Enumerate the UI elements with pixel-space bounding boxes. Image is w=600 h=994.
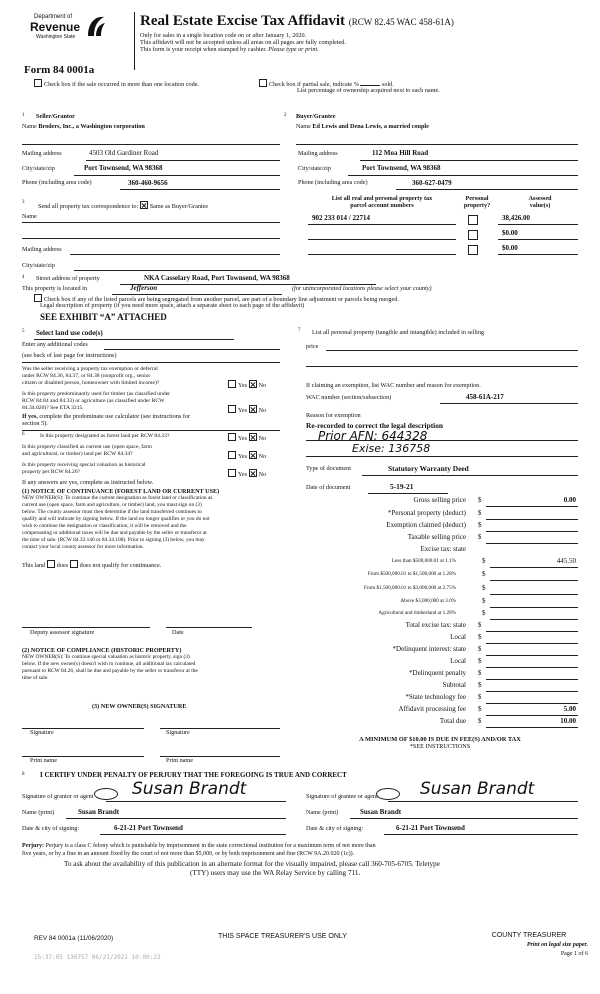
see-instructions: *SEE INSTRUCTIONS xyxy=(409,743,471,750)
seller-address-label: Mailing address xyxy=(22,150,62,157)
handwritten-prior-afn: Prior AFN: 644328 xyxy=(318,429,428,443)
tier-5-label: Agricultural and timberland at 1.28% xyxy=(378,610,456,616)
notice-compliance-l2: below. If the new owner(s) doesn't wish to continue, all additional tax calculated xyxy=(22,661,196,667)
subtotal-label: Subtotal xyxy=(442,681,466,689)
street-label: Street address of property xyxy=(36,275,100,282)
dollar-sign: $ xyxy=(478,633,482,641)
q-historic-2: property per RCW 84.26? xyxy=(22,469,80,475)
tier-1-label: Less than $500,000.01 at 1.1% xyxy=(391,558,456,564)
yes-checkbox[interactable] xyxy=(228,469,236,477)
correspondence-address-line[interactable] xyxy=(70,254,280,255)
parcel-line xyxy=(308,224,456,225)
correspondence-label: Send all property tax correspondence to: xyxy=(38,203,139,210)
affidavit-fee-line xyxy=(486,715,578,716)
tier-5-line[interactable] xyxy=(490,619,578,620)
q-historic-1: Is this property receiving special valuation as historical xyxy=(22,462,146,468)
wac-value[interactable]: 458-61A-217 xyxy=(466,393,504,401)
buyer-address-line xyxy=(360,160,578,161)
seller-line xyxy=(22,144,280,145)
cashier-stamp: 15:37:05 136757 06/21/2021 10:00:23 xyxy=(34,954,161,961)
delinquent-interest-line[interactable] xyxy=(486,655,578,656)
notice-continuance-l5: wish to continue the designation or classification, it will be removed and the xyxy=(22,523,187,529)
personal-header-2: property? xyxy=(463,202,491,209)
dollar-sign: $ xyxy=(478,669,482,677)
no-checkbox[interactable] xyxy=(249,405,257,413)
notice-compliance-heading: (2) NOTICE OF COMPLIANCE (HISTORIC PROPERTY) xyxy=(22,647,182,654)
personal-property-label-2: price xyxy=(306,343,319,350)
q-exemption-3: citizen or disabled person, homeowner with limited income)? xyxy=(22,380,160,386)
multi-location-checkbox[interactable] xyxy=(34,79,42,87)
notice-continuance-l7: the time of sale. (RCW 84.33.140 or 84.34.108). Prior to signing (3) below, you may xyxy=(22,537,205,543)
segregated-checkbox[interactable] xyxy=(34,294,42,302)
seller-address-line xyxy=(86,160,280,161)
subtotal-line[interactable] xyxy=(486,691,578,692)
section-3-number: 3 xyxy=(22,200,25,205)
parcel-header-1: List all real and personal property tax xyxy=(331,195,433,202)
dollar-sign: $ xyxy=(478,657,482,665)
correspondence-name-line-1[interactable] xyxy=(22,222,280,223)
local-interest-label: Local xyxy=(450,657,466,665)
affidavit-fee-label: Affidavit processing fee xyxy=(398,705,466,713)
seller-name-row xyxy=(22,124,145,131)
no-checkbox[interactable] xyxy=(249,469,257,477)
segregated-label: Check box if any of the listed parcels are being segregated from another parcel, are part of a boundary line adjustment or parcels being merged. xyxy=(44,296,399,303)
same-as-buyer-label: Same as Buyer/Grantee xyxy=(149,203,209,210)
total-excise-line[interactable] xyxy=(486,631,578,632)
grantor-name-value[interactable]: Susan Brandt xyxy=(78,808,120,816)
buyer-city-value[interactable]: Port Townsend, WA 98368 xyxy=(362,164,441,172)
section-8-number: 8 xyxy=(22,772,25,777)
dollar-sign: $ xyxy=(478,693,482,701)
street-value[interactable]: NKA Casselary Road, Port Townsend, WA 98368 xyxy=(144,274,290,282)
grantor-date-line xyxy=(100,834,286,835)
personal-deduct-line[interactable] xyxy=(486,519,578,520)
owner-signature-label-1: Signature xyxy=(30,729,54,736)
yes-checkbox[interactable] xyxy=(228,405,236,413)
q-exemption-2: under RCW 84.36, 84.37, or 84.38 (nonprofit org., senior xyxy=(22,373,151,379)
gross-label: Gross selling price xyxy=(413,496,466,504)
grantor-signature-line xyxy=(106,801,286,802)
section-1-number: 1 xyxy=(22,113,25,118)
form-number: Form 84 0001a xyxy=(24,64,95,76)
document-type-label: Type of document xyxy=(306,465,351,472)
notice-continuance-l6: compensating or additional taxes will be due and payable by the seller or transferor at xyxy=(22,530,207,536)
section5-note: section 5). xyxy=(22,420,48,427)
document-type-value[interactable]: Statutory Warranty Deed xyxy=(388,464,469,473)
gross-line xyxy=(486,506,578,507)
deputy-date-label: Date xyxy=(172,629,184,636)
dollar-sign: $ xyxy=(482,584,486,592)
buyer-address-label: Mailing address xyxy=(298,150,338,157)
grantee-signature[interactable]: Susan Brandt xyxy=(420,779,535,799)
section-6-number: 6 xyxy=(22,432,25,437)
dollar-sign: $ xyxy=(478,496,482,504)
grantee-date-label: Date & city of signing: xyxy=(306,825,364,832)
grantor-signature-label: Signature of grantor or agent xyxy=(22,793,94,800)
dollar-sign: $ xyxy=(478,509,482,517)
new-owner-signature-heading: (3) NEW OWNER(S) SIGNATURE xyxy=(92,703,187,710)
buyer-name-value: Ed Lewis and Dena Lewis, a married couple xyxy=(312,123,429,130)
partial-sale-checkbox[interactable] xyxy=(259,79,267,87)
assessed-value[interactable]: $0.00 xyxy=(502,229,518,237)
logo-state: Washington State xyxy=(36,34,76,40)
section-4-number: 4 xyxy=(22,275,25,280)
gross-value[interactable]: 0.00 xyxy=(563,496,576,504)
seller-phone-value[interactable]: 360-460-9656 xyxy=(128,179,168,187)
personal-header-1: Personal xyxy=(465,195,489,202)
document-date-label: Date of document xyxy=(306,484,351,491)
no-checkbox[interactable] xyxy=(249,451,257,459)
exemption-deduct-line[interactable] xyxy=(486,531,578,532)
ownership-note: List percentage of ownership acquired next to each name. xyxy=(297,87,440,94)
total-excise-label: Total excise tax: state xyxy=(405,621,466,629)
grantor-name-label: Name (print) xyxy=(22,809,55,816)
grantor-signature[interactable]: Susan Brandt xyxy=(132,779,247,799)
seller-heading: Seller/Grantor xyxy=(36,113,75,120)
buyer-city-line xyxy=(348,175,578,176)
seller-address-value[interactable]: 4503 Old Gardiner Road xyxy=(89,149,159,157)
buyer-name-label: Name xyxy=(296,123,311,130)
grantee-date-value[interactable]: 6-21-21 Port Townsend xyxy=(396,824,465,832)
logo-dept-line: Department of xyxy=(34,14,73,20)
notice-continuance-l1: NEW OWNER(S): To continue the current designation as forest land or classification as xyxy=(22,495,213,501)
excise-state-label: Excise tax: state xyxy=(420,545,466,553)
if-yes-note: If yes, complete the predominate use calculator (see instructions for xyxy=(22,413,191,420)
q-timber-answer: Yes No xyxy=(228,405,266,415)
reason-line-1 xyxy=(306,440,578,441)
yes-checkbox[interactable] xyxy=(228,433,236,441)
total-due-label: Total due xyxy=(439,717,466,725)
grantee-signature-label: Signature of grantee or agent xyxy=(306,793,378,800)
assessed-value[interactable]: $0.00 xyxy=(502,244,518,252)
dollar-sign: $ xyxy=(478,705,482,713)
buyer-city-label: City/state/zip xyxy=(298,165,331,172)
same-as-buyer-checkbox[interactable] xyxy=(140,201,148,209)
notice-continuance-l4: qualify and will indicate by signing below. If the land no longer qualifies or you do not xyxy=(22,516,210,522)
perjury-line-2: five years, or by a fine in an amount fixed by the court of not more than $5,000, or by both imprisonment and fine (RCW 9A.20.020 (1c)). xyxy=(22,851,355,857)
correspondence-name-line-2[interactable] xyxy=(22,238,280,239)
q-exemption-answer: Yes No xyxy=(228,380,266,390)
parcel-number[interactable]: 902 233 014 / 22714 xyxy=(312,214,370,222)
tier-3-label: From $1,500,000.01 to $3,000,000 at 2.75% xyxy=(363,585,456,591)
page-number: Page 1 of 6 xyxy=(560,951,588,957)
grantor-date-value[interactable]: 6-21-21 Port Townsend xyxy=(114,824,183,832)
section-6-divider xyxy=(22,430,280,431)
q-current-use-1: Is this property classified as current use (open space, farm xyxy=(22,444,152,450)
agent-circle xyxy=(94,788,118,800)
grantor-name-line xyxy=(66,818,286,819)
does-checkbox[interactable] xyxy=(47,560,55,568)
see-back-note: (see back of last page for instructions) xyxy=(22,352,117,359)
delinquent-interest-label: *Delinquent interest: state xyxy=(392,645,466,653)
assessed-line xyxy=(498,239,578,240)
partial-sale-label: Check box if partial sale, indicate % xyxy=(269,81,359,88)
buyer-address-value[interactable]: 112 Moa Hill Road xyxy=(372,149,429,157)
notice-compliance-l3: pursuant to RCW 84.26, shall be due and payable by the seller or transferor at the xyxy=(22,668,198,674)
partial-percent-field[interactable] xyxy=(360,85,380,86)
notice-compliance-l1: NEW OWNER(S): To continue special valuation as historic property, sign (3) xyxy=(22,654,190,660)
reason-line-2 xyxy=(306,456,578,457)
personal-property-line-1[interactable] xyxy=(326,350,578,351)
dollar-sign: $ xyxy=(482,597,486,605)
treasurer-use-label: THIS SPACE TREASURER'S USE ONLY xyxy=(218,933,347,940)
personal-property-line-2[interactable] xyxy=(306,366,578,367)
form-title-ref: (RCW 82.45 WAC 458-61A) xyxy=(348,17,454,27)
notice-compliance-l4: time of sale. xyxy=(22,675,49,681)
local-excise-line[interactable] xyxy=(486,643,578,644)
q-current-use-answer: Yes No xyxy=(228,451,266,461)
owner-print-label-1: Print name xyxy=(30,757,57,764)
additional-codes-line[interactable] xyxy=(104,349,280,350)
header-divider xyxy=(134,12,135,70)
correspondence-row xyxy=(38,201,208,211)
assessed-value[interactable]: 38,426.00 xyxy=(502,214,530,222)
seller-name-label: Name xyxy=(22,123,37,130)
total-due-value[interactable]: 10.00 xyxy=(560,717,576,725)
buyer-line xyxy=(296,144,578,145)
header-line-3-italic: Please type or print. xyxy=(268,46,319,53)
dollar-sign: $ xyxy=(478,621,482,629)
does-not-checkbox[interactable] xyxy=(70,560,78,568)
tier-1-line xyxy=(490,567,578,568)
correspondence-city-label: City/state/zip xyxy=(22,262,55,269)
legal-description-label: Legal description of property (if you need more space, attach a separate sheet to each page of the affidavit) xyxy=(40,302,305,309)
logo-revenue: Revenue xyxy=(30,20,81,34)
perjury-line-1: Perjury: Perjury is a class C felony which is punishable by imprisonment in the state correctional institution for a maximum term of not more than xyxy=(22,843,376,849)
dor-swoosh-icon xyxy=(86,14,106,38)
seller-phone-line xyxy=(120,189,280,190)
legal-paper-note: Print on legal size paper. xyxy=(526,942,588,948)
dollar-sign: $ xyxy=(478,645,482,653)
sold-label: sold. xyxy=(381,81,394,88)
notice-continuance-heading: (1) NOTICE OF CONTINUANCE (FOREST LAND OR CURRENT USE) xyxy=(22,488,220,495)
minimum-due-note: A MINIMUM OF $10.00 IS DUE IN FEE(S) AND/OR TAX xyxy=(359,736,521,743)
located-label: This property is located in xyxy=(22,285,87,292)
q-current-use-2: and agricultural, or timber) land per RCW 84.34? xyxy=(22,451,133,457)
delinquent-penalty-label: *Delinquent penalty xyxy=(409,669,466,677)
taxable-label: Taxable selling price xyxy=(407,533,466,541)
personal-property-label-1: List all personal property (tangible and intangible) included in selling xyxy=(312,329,485,336)
section-7-number: 7 xyxy=(298,328,301,333)
reason-label: Reason for exemption xyxy=(306,412,361,419)
tier-2-label: From $500,000.01 to $1,500,000 at 1.28% xyxy=(367,571,456,577)
seller-city-value[interactable]: Port Townsend, WA 98368 xyxy=(84,164,163,172)
document-date-value[interactable]: 5-19-21 xyxy=(390,482,414,491)
q-timber-2: RCW 84.84 and 84.33) or agriculture (as classified under RCW xyxy=(22,398,165,404)
personal-property-checkbox[interactable] xyxy=(468,245,478,255)
wac-label: WAC number (section/subsection) xyxy=(306,394,392,401)
notice-continuance-l8: contact your local county assessor for more information. xyxy=(22,544,144,550)
multi-location-checkbox-row[interactable] xyxy=(34,79,199,89)
dollar-sign: $ xyxy=(478,533,482,541)
tech-fee-line[interactable] xyxy=(486,703,578,704)
yes-checkbox[interactable] xyxy=(228,380,236,388)
handwritten-excise: Exise: 136758 xyxy=(352,442,431,455)
no-checkbox[interactable] xyxy=(249,433,257,441)
parcel-line[interactable] xyxy=(308,239,456,240)
header-line-1: Only for sales in a single location code on or after January 1, 2020. xyxy=(140,32,307,39)
dollar-sign: $ xyxy=(478,681,482,689)
affidavit-fee-value[interactable]: 5.00 xyxy=(563,705,576,713)
grantee-date-line xyxy=(384,834,578,835)
seller-city-label: City/state/zip xyxy=(22,165,55,172)
q-timber-1: Is this property predominantly used for timber (as classified under xyxy=(22,391,171,397)
local-excise-label: Local xyxy=(450,633,466,641)
document-type-line xyxy=(362,475,578,476)
reason-value[interactable]: Re-recorded to correct the legal description xyxy=(306,421,444,430)
unincorporated-note: (for unincorporated locations please select your county) xyxy=(292,285,432,292)
additional-codes-label: Enter any additional codes xyxy=(22,341,88,348)
section-5-number: 5 xyxy=(22,329,25,334)
header-line-2: This affidavit will not be accepted unless all areas on all pages are fully completed. xyxy=(140,39,346,46)
any-yes-note: If any answers are yes, complete as instructed below. xyxy=(22,479,154,486)
personal-property-checkbox[interactable] xyxy=(468,230,478,240)
correspondence-city-line[interactable] xyxy=(74,270,280,271)
grantee-name-label: Name (print) xyxy=(306,809,339,816)
land-use-select[interactable]: Select land use code(s) xyxy=(36,329,103,337)
buyer-phone-value[interactable]: 360-627-0479 xyxy=(412,179,452,187)
correspondence-name-label: Name xyxy=(22,213,37,220)
tier-2-line[interactable] xyxy=(490,580,578,581)
agent-circle xyxy=(376,788,400,800)
dollar-sign: $ xyxy=(482,557,486,565)
assessed-line xyxy=(498,224,578,225)
alternate-format-line: To ask about the availability of this publication in an alternate format for the visually impaired, please call 360-705-6705. Teletype xyxy=(64,860,440,868)
county-treasurer-label: COUNTY TREASURER xyxy=(491,932,567,939)
deputy-signature-label: Deputy assessor signature xyxy=(30,629,95,636)
grantee-signature-line xyxy=(388,801,578,802)
deputy-signature-line[interactable] xyxy=(22,627,150,628)
tech-fee-label: *State technology fee xyxy=(405,693,466,701)
county-value[interactable]: Jefferson xyxy=(130,284,158,292)
wac-line xyxy=(440,403,578,404)
perjury-label: Perjury: xyxy=(22,843,44,849)
relay-service-line: (TTY) users may use the WA Relay Service by calling 711. xyxy=(190,869,361,877)
exemption-deduct-label: Exemption claimed (deduct) xyxy=(386,521,466,529)
correspondence-address-label: Mailing address xyxy=(22,246,62,253)
parcel-line[interactable] xyxy=(308,254,456,255)
header-line-3: This form is your receipt when stamped by cashier. Please type or print. xyxy=(140,46,319,53)
section-2-number: 2 xyxy=(284,113,287,118)
parcel-header-2: parcel account numbers xyxy=(350,202,414,209)
deputy-date-line[interactable] xyxy=(166,627,252,628)
grantee-name-line xyxy=(350,818,578,819)
see-exhibit: SEE EXHIBIT “A” ATTACHED xyxy=(40,312,167,322)
form-title: Real Estate Excise Tax Affidavit (RCW 82.45 WAC 458-61A) xyxy=(140,13,454,29)
assessed-header-1: Assessed xyxy=(528,195,552,202)
total-due-line xyxy=(486,727,578,728)
owner-print-label-2: Print name xyxy=(166,757,193,764)
tier-4-line[interactable] xyxy=(490,607,578,608)
revision-label: REV 84 0001a (11/06/2020) xyxy=(34,935,114,942)
certify-statement: I CERTIFY UNDER PENALTY OF PERJURY THAT THE FOREGOING IS TRUE AND CORRECT xyxy=(40,771,347,779)
document-date-line xyxy=(368,493,448,494)
grantor-date-label: Date & city of signing: xyxy=(22,825,80,832)
q-forest-answer: Yes No xyxy=(228,433,266,443)
personal-deduct-label: *Personal property (deduct) xyxy=(387,509,466,517)
notice-continuance-l2: current use (open space, farm and agriculture, or timber) land, you must sign on (3) xyxy=(22,502,202,508)
tier-3-line[interactable] xyxy=(490,594,578,595)
buyer-name-row xyxy=(296,124,429,131)
grantee-name-value[interactable]: Susan Brandt xyxy=(360,808,402,816)
land-use-divider xyxy=(22,362,280,363)
delinquent-penalty-line[interactable] xyxy=(486,679,578,680)
this-land-row: This land does does not qualify for continuance. xyxy=(22,562,162,569)
seller-phone-label: Phone (including area code) xyxy=(22,179,92,186)
local-interest-line[interactable] xyxy=(486,667,578,668)
yes-checkbox[interactable] xyxy=(228,451,236,459)
dollar-sign: $ xyxy=(482,570,486,578)
personal-property-checkbox[interactable] xyxy=(468,215,478,225)
q-exemption-1: Was the seller receiving a property tax exemption or deferral xyxy=(22,366,158,372)
dollar-sign: $ xyxy=(482,609,486,617)
q-forest: Is this property designated as forest land per RCW 84.33? xyxy=(40,433,170,439)
multi-location-label: Check box if the sale occurred in more than one location code. xyxy=(44,81,199,88)
tier-1-value[interactable]: 445.50 xyxy=(556,557,576,565)
buyer-heading: Buyer/Grantee xyxy=(296,113,336,120)
land-use-line xyxy=(34,339,234,340)
seller-name-value: Broders, Inc., a Washington corporation xyxy=(38,123,145,130)
buyer-phone-line xyxy=(396,189,578,190)
exemption-claim-label: If claiming an exemption, list WAC number and reason for exemption. xyxy=(306,382,481,389)
q-timber-3: 84.34.020)? See ETA 3215. xyxy=(22,405,84,411)
assessed-line xyxy=(498,254,578,255)
owner-signature-label-2: Signature xyxy=(166,729,190,736)
tier-4-label: Above $3,000,000 at 3.0% xyxy=(400,598,456,604)
seller-city-line xyxy=(74,175,280,176)
buyer-phone-label: Phone (including area code) xyxy=(298,179,368,186)
dollar-sign: $ xyxy=(478,717,482,725)
dollar-sign: $ xyxy=(478,521,482,529)
taxable-line[interactable] xyxy=(486,543,578,544)
q-historic-answer: Yes No xyxy=(228,469,266,479)
notice-continuance-l3: below. The county assessor must then determine if the land transferred continues to xyxy=(22,509,202,515)
no-checkbox[interactable] xyxy=(249,380,257,388)
assessed-header-2: value(s) xyxy=(529,202,551,209)
